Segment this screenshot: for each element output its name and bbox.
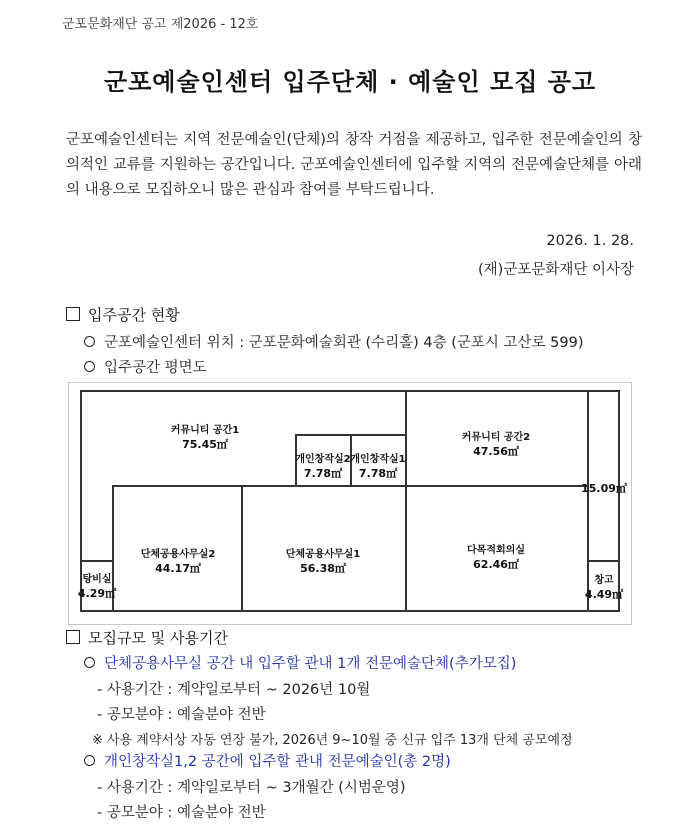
room-name: 단체공용사무실2: [140, 549, 216, 560]
room-area: 47.56㎡: [473, 445, 519, 458]
room-area: 56.38㎡: [300, 562, 346, 575]
checkbox-square-icon: [66, 307, 80, 321]
room-storage: [585, 574, 623, 602]
contract-note: ※ 사용 계약서상 자동 연장 불가, 2026년 9~10월 중 신규 입주 13개 단체 공모예정: [92, 733, 573, 748]
room-name: 개인창작실1: [350, 454, 406, 465]
circle-bullet-icon: [84, 361, 95, 372]
room-community-1: [171, 424, 239, 452]
group-title: 단체공용사무실 공간 내 입주할 관내 1개 전문예술단체(추가모집): [104, 656, 517, 672]
wall-community2-left: [405, 390, 407, 612]
section-heading-recruitment: [66, 627, 228, 648]
room-name: 단체공용사무실1: [285, 549, 361, 560]
wall-office-divider: [241, 485, 243, 612]
document-number: 군포문화재단 공고 제2026 - 12호: [62, 17, 259, 32]
room-community-2: [462, 431, 530, 459]
bullet-location: [84, 331, 583, 352]
room-name: 커뮤니티 공간1: [170, 425, 240, 436]
section-heading-label: 입주공간 현황: [88, 306, 180, 324]
room-private-studio-2: [295, 453, 350, 481]
wall-top: [80, 390, 620, 392]
group-private-studio: [84, 750, 451, 771]
usage-period: - 사용기간 : 계약일로부터 ~ 3개월간 (시범운영): [97, 780, 406, 796]
room-multipurpose-meeting: [467, 544, 525, 572]
wall-bottom: [80, 610, 620, 612]
room-name: 탕비실: [82, 574, 112, 585]
room-area: 44.17㎡: [155, 562, 201, 575]
wall-pantry-top: [80, 560, 113, 562]
room-area: 75.45㎡: [182, 438, 228, 451]
bullet-text: 입주공간 평면도: [104, 360, 207, 376]
room-area: 4.29㎡: [77, 587, 117, 600]
group-shared-office: [84, 652, 516, 673]
circle-bullet-icon: [84, 755, 95, 766]
circle-bullet-icon: [84, 657, 95, 668]
recruitment-field: - 공모분야 : 예술분야 전반: [97, 805, 266, 821]
room-corridor: [581, 482, 627, 496]
intro-paragraph: 군포예술인센터는 지역 전문예술인(단체)의 창작 거점을 제공하고, 입주한 전문예술인의 창의적인 교류를 지원하는 공간입니다. 군포예술인센터에 입주할 지역의 전문예술단체를 아래의 내용으로 모집하오니 많은 관심과 참여를 부탁드립니다.: [66, 132, 642, 198]
bullet-text: 군포예술인센터 위치 : 군포문화예술회관 (수리홀) 4층 (군포시 고산로 599): [104, 335, 584, 351]
room-name: 개인창작실2: [295, 454, 351, 465]
recruitment-field: - 공모분야 : 예술분야 전반: [97, 707, 266, 723]
group-title: 개인창작실1,2 공간에 입주할 관내 전문예술인(총 2명): [104, 754, 451, 770]
page-title: 군포예술인센터 입주단체 · 예술인 모집 공고: [103, 68, 597, 96]
room-shared-office-2: [141, 548, 216, 576]
bullet-floor-plan: [84, 356, 207, 377]
room-area: 4.49㎡: [584, 588, 624, 601]
room-area: 62.46㎡: [473, 558, 519, 571]
floor-plan-frame: [68, 382, 632, 625]
room-area: 7.78㎡: [358, 467, 398, 480]
room-pantry: [78, 573, 116, 601]
room-shared-office-1: [286, 548, 361, 576]
room-name: 다목적회의실: [467, 545, 525, 556]
checkbox-square-icon: [66, 630, 80, 644]
wall-storage-top: [587, 560, 619, 562]
section-heading-space: [66, 304, 180, 325]
section-heading-label: 모집규모 및 사용기간: [88, 629, 228, 647]
signer: (재)군포문화재단 이사장: [478, 262, 634, 278]
room-private-studio-1: [350, 453, 405, 481]
room-area: 7.78㎡: [303, 467, 343, 480]
room-name: 커뮤니티 공간2: [461, 432, 531, 443]
circle-bullet-icon: [84, 336, 95, 347]
usage-period: - 사용기간 : 계약일로부터 ~ 2026년 10월: [97, 682, 371, 698]
announcement-date: 2026. 1. 28.: [546, 233, 634, 249]
room-area: 15.09㎡: [581, 482, 627, 495]
room-name: 창고: [594, 575, 614, 586]
